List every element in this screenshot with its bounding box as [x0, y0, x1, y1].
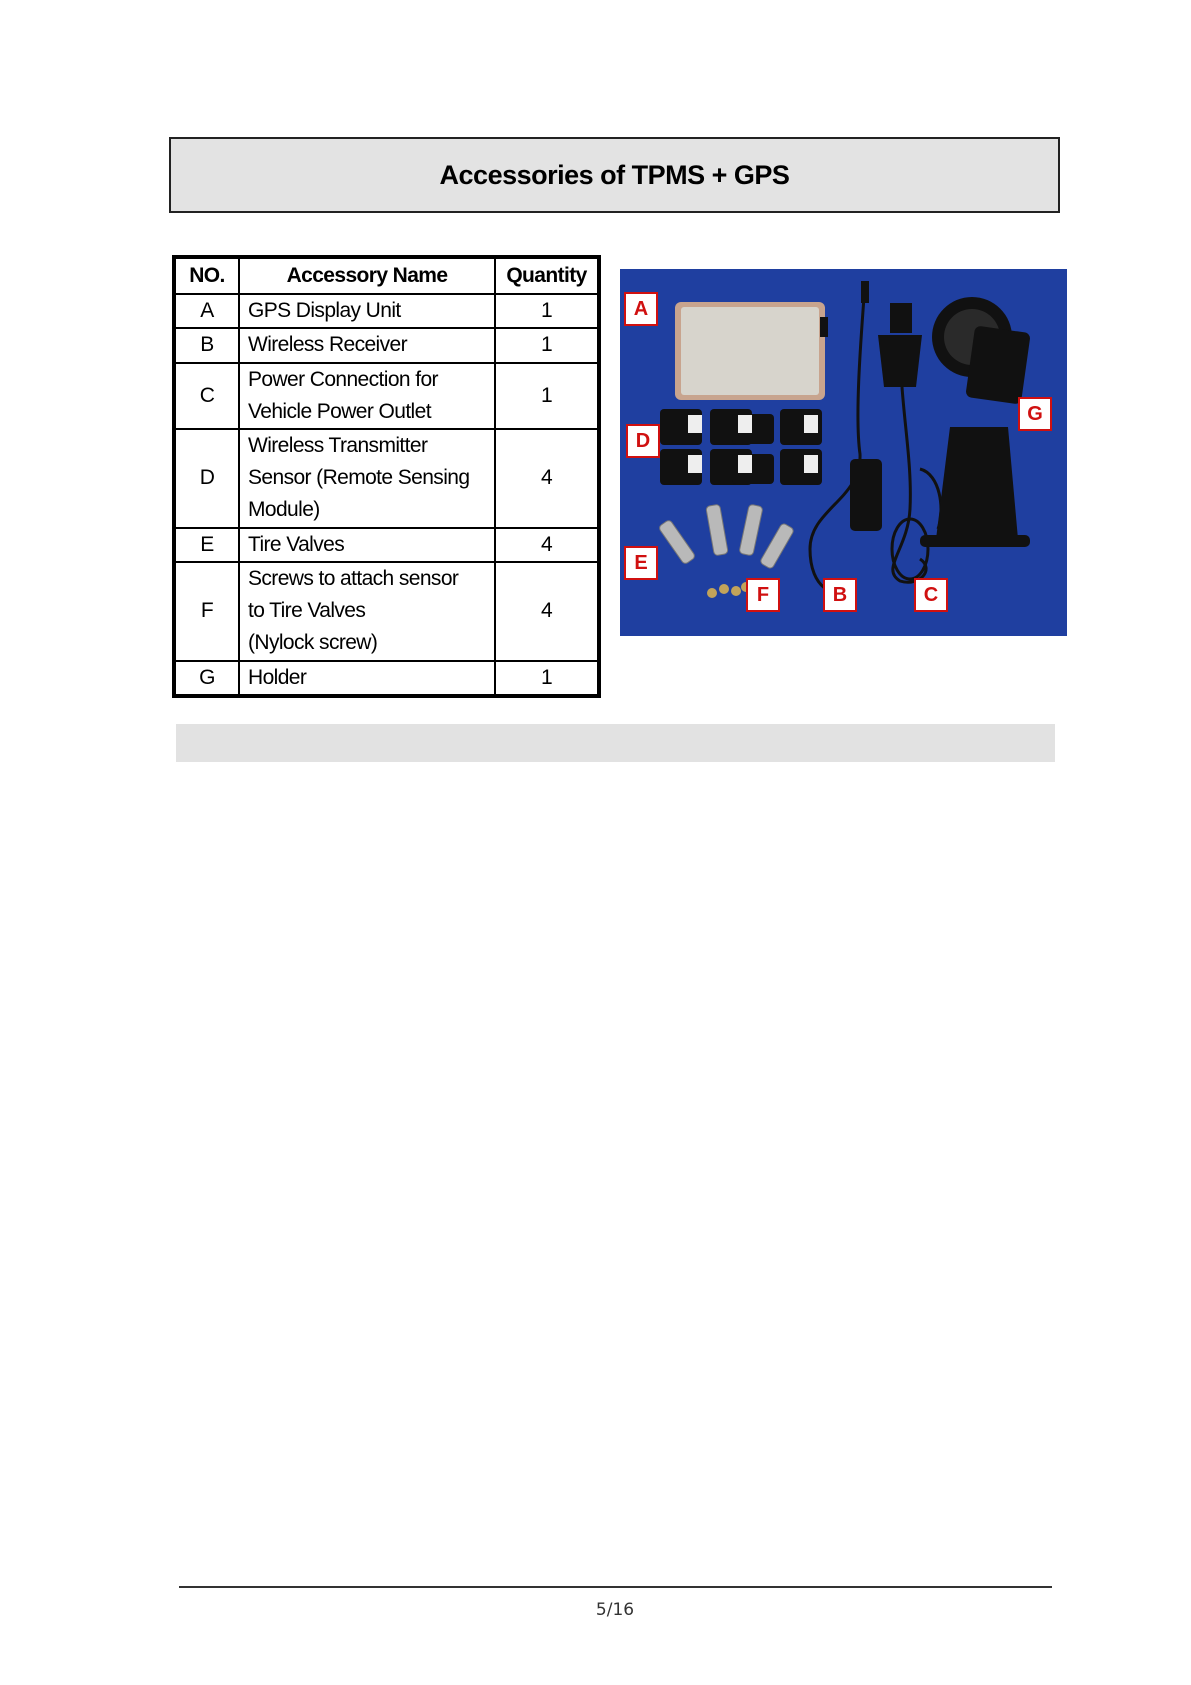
- row-name-line: GPS Display Unit: [248, 299, 401, 323]
- header-no: NO.: [174, 257, 239, 294]
- row-no: E: [174, 528, 239, 562]
- tag-e: E: [624, 546, 658, 580]
- row-name-line: to Tire Valves: [248, 599, 366, 623]
- table-row: [174, 429, 599, 528]
- title-box: [169, 137, 1060, 213]
- row-no: F: [174, 562, 239, 661]
- table-row: [174, 294, 599, 328]
- row-qty: 1: [495, 661, 599, 696]
- table-row: [174, 328, 599, 362]
- row-name-line: Module): [248, 498, 320, 522]
- row-name-line: Wireless Transmitter: [248, 434, 428, 458]
- tag-c: C: [914, 578, 948, 612]
- row-name: [239, 661, 495, 696]
- row-name-line: Sensor (Remote Sensing: [248, 466, 470, 490]
- row-name-line: (Nylock screw): [248, 631, 378, 655]
- accessories-photo: [620, 269, 1067, 636]
- row-name-line: Screws to attach sensor: [248, 567, 459, 591]
- row-name-line: Tire Valves: [248, 532, 345, 556]
- section-divider-bar: [176, 724, 1055, 762]
- row-name: [239, 294, 495, 328]
- row-no: G: [174, 661, 239, 696]
- row-qty: 4: [495, 562, 599, 661]
- gps-display-unit: [675, 302, 828, 400]
- footer-rule: [179, 1586, 1052, 1588]
- tag-d: D: [626, 424, 660, 458]
- accessory-table: [172, 255, 601, 698]
- header-quantity: Quantity: [495, 257, 599, 294]
- tag-f: F: [746, 578, 780, 612]
- table-row: [174, 363, 599, 429]
- row-qty: 1: [495, 363, 599, 429]
- tag-a: A: [624, 292, 658, 326]
- row-name: [239, 328, 495, 362]
- row-qty: 1: [495, 294, 599, 328]
- table-row: [174, 562, 599, 661]
- row-name: [239, 429, 495, 528]
- row-no: C: [174, 363, 239, 429]
- table-header-row: [174, 257, 599, 294]
- row-name-line: Holder: [248, 665, 307, 689]
- table-row: [174, 661, 599, 696]
- row-name: [239, 363, 495, 429]
- tag-g: G: [1018, 397, 1052, 431]
- row-name-line: Vehicle Power Outlet: [248, 399, 431, 423]
- row-no: D: [174, 429, 239, 528]
- row-qty: 1: [495, 328, 599, 362]
- row-name-line: Power Connection for: [248, 367, 438, 391]
- row-qty: 4: [495, 429, 599, 528]
- row-no: A: [174, 294, 239, 328]
- header-accessory-name: Accessory Name: [239, 257, 495, 294]
- tag-b: B: [823, 578, 857, 612]
- row-no: B: [174, 328, 239, 362]
- row-name: [239, 528, 495, 562]
- page-number: 5/16: [595, 1600, 635, 1620]
- table-row: [174, 528, 599, 562]
- row-qty: 4: [495, 528, 599, 562]
- row-name-line: Wireless Receiver: [248, 333, 407, 357]
- row-name: [239, 562, 495, 661]
- page-title: Accessories of TPMS + GPS: [439, 159, 790, 190]
